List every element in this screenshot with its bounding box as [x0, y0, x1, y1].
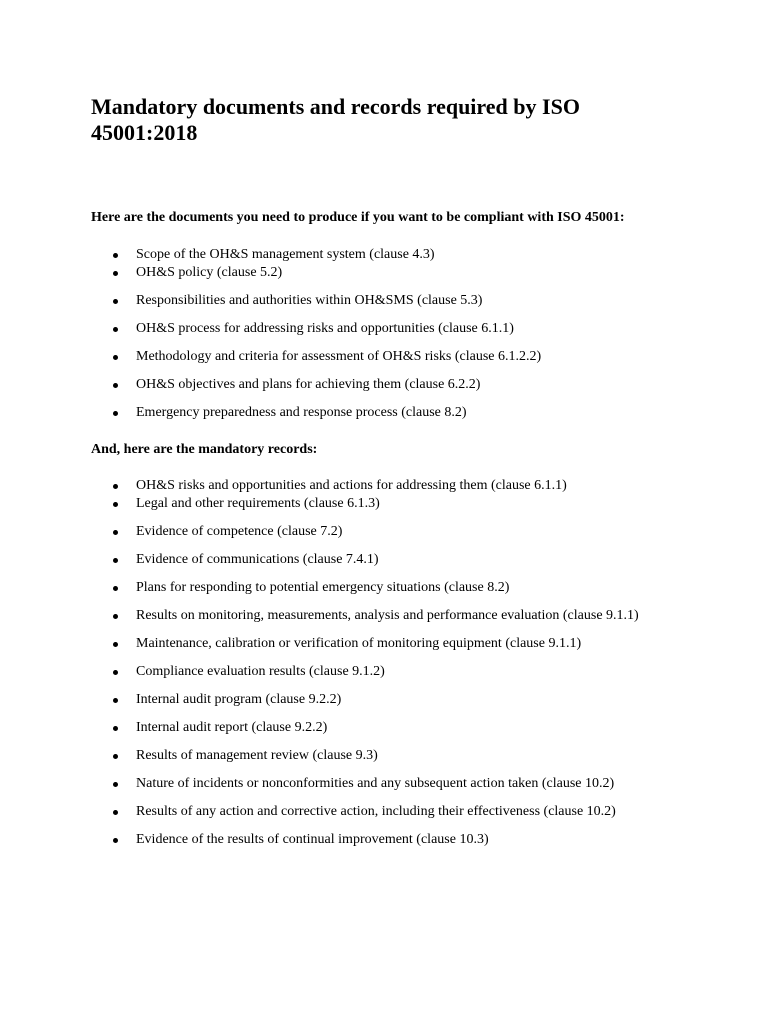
bullet-icon — [113, 642, 118, 647]
bullet-icon — [113, 698, 118, 703]
list-item — [91, 663, 639, 680]
list-item — [91, 477, 639, 494]
bullet-icon — [113, 411, 118, 416]
list-item-text: Plans for responding to potential emergency situations (clause 8.2) — [136, 580, 510, 595]
list-item — [91, 246, 541, 263]
bullet-icon — [113, 810, 118, 815]
bullet-icon — [113, 299, 118, 304]
list-item — [91, 376, 541, 393]
list-item-text: OH&S objectives and plans for achieving them (clause 6.2.2) — [136, 377, 481, 392]
list-item — [91, 495, 639, 512]
list-item — [91, 264, 541, 281]
bullet-icon — [113, 327, 118, 332]
list-item-text: OH&S policy (clause 5.2) — [136, 265, 283, 280]
bullet-icon — [113, 586, 118, 591]
document-title: Mandatory documents and records required by ISO 45001:2018 — [91, 94, 580, 145]
list-item-text: Evidence of communications (clause 7.4.1) — [136, 552, 379, 567]
bullet-icon — [113, 838, 118, 843]
bullet-icon — [113, 253, 118, 258]
list-item — [91, 320, 541, 337]
list-item — [91, 579, 639, 596]
list-item — [91, 775, 639, 792]
list-item-text: Results of management review (clause 9.3) — [136, 748, 378, 763]
list-item-text: Maintenance, calibration or verification of monitoring equipment (clause 9.1.1) — [136, 636, 582, 651]
bullet-icon — [113, 530, 118, 535]
list-item-text: Evidence of the results of continual improvement (clause 10.3) — [136, 832, 489, 847]
list-item-text: OH&S process for addressing risks and opportunities (clause 6.1.1) — [136, 321, 514, 336]
records-intro: And, here are the mandatory records: — [91, 442, 318, 457]
bullet-icon — [113, 383, 118, 388]
list-item — [91, 719, 639, 736]
bullet-icon — [113, 614, 118, 619]
list-item — [91, 551, 639, 568]
bullet-icon — [113, 271, 118, 276]
list-item-text: Internal audit report (clause 9.2.2) — [136, 720, 328, 735]
list-item — [91, 831, 639, 848]
bullet-icon — [113, 502, 118, 507]
list-item — [91, 691, 639, 708]
list-item-text: Responsibilities and authorities within OH&SMS (clause 5.3) — [136, 293, 483, 308]
list-item — [91, 292, 541, 309]
list-item-text: OH&S risks and opportunities and actions for addressing them (clause 6.1.1) — [136, 478, 567, 493]
list-item-text: Compliance evaluation results (clause 9.1.2) — [136, 664, 385, 679]
list-item-text: Methodology and criteria for assessment of OH&S risks (clause 6.1.2.2) — [136, 349, 542, 364]
bullet-icon — [113, 670, 118, 675]
list-item-text: Evidence of competence (clause 7.2) — [136, 524, 343, 539]
records-list — [91, 477, 639, 859]
list-item — [91, 803, 639, 820]
documents-intro: Here are the documents you need to produce if you want to be compliant with ISO 45001: — [91, 210, 625, 225]
list-item-text: Emergency preparedness and response process (clause 8.2) — [136, 405, 467, 420]
list-item-text: Nature of incidents or nonconformities and any subsequent action taken (clause 10.2) — [136, 776, 615, 791]
bullet-icon — [113, 355, 118, 360]
list-item-text: Scope of the OH&S management system (clause 4.3) — [136, 247, 435, 262]
list-item-text: Legal and other requirements (clause 6.1.3) — [136, 496, 380, 511]
list-item — [91, 348, 541, 365]
list-item — [91, 523, 639, 540]
list-item — [91, 404, 541, 421]
documents-list — [91, 246, 541, 432]
bullet-icon — [113, 726, 118, 731]
bullet-icon — [113, 484, 118, 489]
bullet-icon — [113, 558, 118, 563]
bullet-icon — [113, 754, 118, 759]
list-item — [91, 635, 639, 652]
list-item-text: Results on monitoring, measurements, analysis and performance evaluation (clause 9.1.1) — [136, 608, 639, 623]
list-item — [91, 607, 639, 624]
list-item — [91, 747, 639, 764]
list-item-text: Internal audit program (clause 9.2.2) — [136, 692, 342, 707]
bullet-icon — [113, 782, 118, 787]
list-item-text: Results of any action and corrective action, including their effectiveness (clause 10.2) — [136, 804, 616, 819]
